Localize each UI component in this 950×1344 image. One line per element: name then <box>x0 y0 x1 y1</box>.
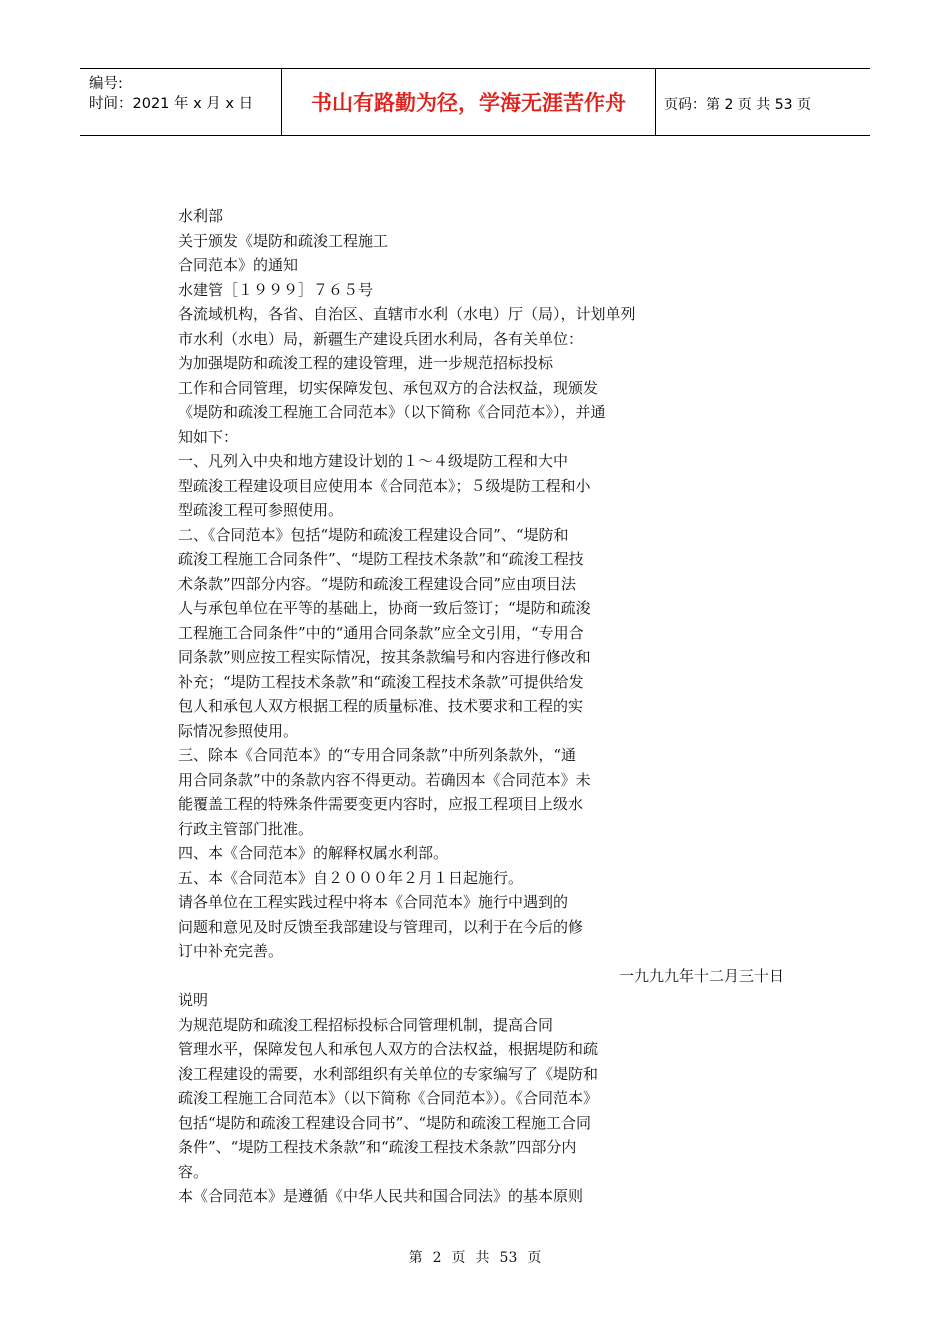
text-line: 请各单位在工程实践过程中将本《合同范本》施行中遇到的 <box>178 893 569 911</box>
header-motto: 书山有路勤为径，学海无涯苦作舟 <box>282 69 656 135</box>
text-line: 疏浚工程施工合同范本》（以下简称《合同范本》）。《合同范本》 <box>178 1089 599 1107</box>
text-line: 问题和意见及时反馈至我部建设与管理司，以利于在今后的修 <box>178 917 584 936</box>
notice-text-block <box>178 204 818 964</box>
text-line: 型疏浚工程可参照使用。 <box>178 501 344 519</box>
text-line: 际情况参照使用。 <box>178 721 299 740</box>
text-line: 水利部 <box>178 207 224 225</box>
footer-di: 第 <box>408 1250 423 1266</box>
document-body <box>178 204 818 1209</box>
text-line: 疏浚工程施工合同条件”、“堤防工程技术条款”和“疏浚工程技 <box>178 550 584 568</box>
footer-ye-2: 页 <box>527 1250 542 1266</box>
text-line: 型疏浚工程建设项目应使用本《合同范本》；５级堤防工程和小 <box>178 476 591 495</box>
text-line: 知如下： <box>178 427 239 446</box>
text-line: 合同范本》的通知 <box>178 256 299 274</box>
text-line: 订中补充完善。 <box>178 942 284 960</box>
text-line: 管理水平，保障发包人和承包人双方的合法权益，根据堤防和疏 <box>178 1040 599 1058</box>
text-line: 条件”、“堤防工程技术条款”和“疏浚工程技术条款”四部分内 <box>178 1138 577 1156</box>
text-line: 工作和合同管理，切实保障发包、承包双方的合法权益，现颁发 <box>178 378 599 397</box>
document-number-label: 编号: <box>89 76 123 92</box>
footer-total-pages: 53 <box>499 1250 518 1266</box>
text-line: 说明 <box>178 991 209 1009</box>
text-line: 包括“堤防和疏浚工程建设合同书”、“堤防和疏浚工程施工合同 <box>178 1113 592 1132</box>
page-footer <box>0 1247 950 1267</box>
explanation-text-block <box>178 988 818 1209</box>
text-line: 为规范堤防和疏浚工程招标投标合同管理机制，提高合同 <box>178 1015 554 1034</box>
header-info-cell <box>80 69 282 135</box>
text-line: 为加强堤防和疏浚工程的建设管理，进一步规范招标投标 <box>178 354 554 372</box>
text-line: 容。 <box>178 1162 209 1181</box>
text-line: 各流域机构，各省、自治区、直辖市水利（水电）厅（局），计划单列 <box>178 305 636 323</box>
text-line: 五、本《合同范本》自２０００年２月１日起施行。 <box>178 868 524 887</box>
footer-gong: 共 <box>475 1250 490 1266</box>
text-line: 人与承包单位在平等的基础上，协商一致后签订；“堤防和疏浚 <box>178 599 591 617</box>
text-line: 补充；“堤防工程技术条款”和“疏浚工程技术条款”可提供给发 <box>178 672 584 691</box>
page-header <box>80 68 870 136</box>
text-line: 市水利（水电）局，新疆生产建设兵团水利局，各有关单位： <box>178 329 584 348</box>
notice-date: 一九九九年十二月三十日 <box>618 966 784 985</box>
text-line: 行政主管部门批准。 <box>178 819 314 838</box>
text-line: 工程施工合同条件”中的“通用合同条款”应全文引用，“专用合 <box>178 623 584 642</box>
text-line: 术条款”四部分内容。“堤防和疏浚工程建设合同”应由项目法 <box>178 574 577 593</box>
text-line: 三、除本《合同范本》的“专用合同条款”中所列条款外，“通 <box>178 746 577 764</box>
document-time-label: 时间：2021 年 x 月 x 日 <box>89 96 254 112</box>
text-line: 同条款”则应按工程实际情况，按其条款编号和内容进行修改和 <box>178 648 591 666</box>
header-page-label: 页码：第 2 页 共 53 页 <box>664 97 811 113</box>
text-line: 《堤防和疏浚工程施工合同范本》（以下简称《合同范本》），并通 <box>178 403 606 421</box>
text-line: 一、凡列入中央和地方建设计划的１～４级堤防工程和大中 <box>178 452 569 470</box>
text-line: 本《合同范本》是遵循《中华人民共和国合同法》的基本原则 <box>178 1187 584 1205</box>
text-line: 四、本《合同范本》的解释权属水利部。 <box>178 844 449 862</box>
text-line: 能覆盖工程的特殊条件需要变更内容时，应报工程项目上级水 <box>178 795 584 813</box>
text-line: 关于颁发《堤防和疏浚工程施工 <box>178 231 389 250</box>
text-line: 用合同条款”中的条款内容不得更动。若确因本《合同范本》未 <box>178 770 591 789</box>
footer-ye: 页 <box>451 1250 466 1266</box>
text-line: 水建管［１９９９］７６５号 <box>178 280 374 299</box>
text-line: 包人和承包人双方根据工程的质量标准、技术要求和工程的实 <box>178 697 584 715</box>
text-line: 浚工程建设的需要，水利部组织有关单位的专家编写了《堤防和 <box>178 1064 599 1083</box>
footer-page-number: 2 <box>432 1250 442 1266</box>
text-line: 二、《合同范本》包括“堤防和疏浚工程建设合同”、“堤防和 <box>178 525 569 544</box>
